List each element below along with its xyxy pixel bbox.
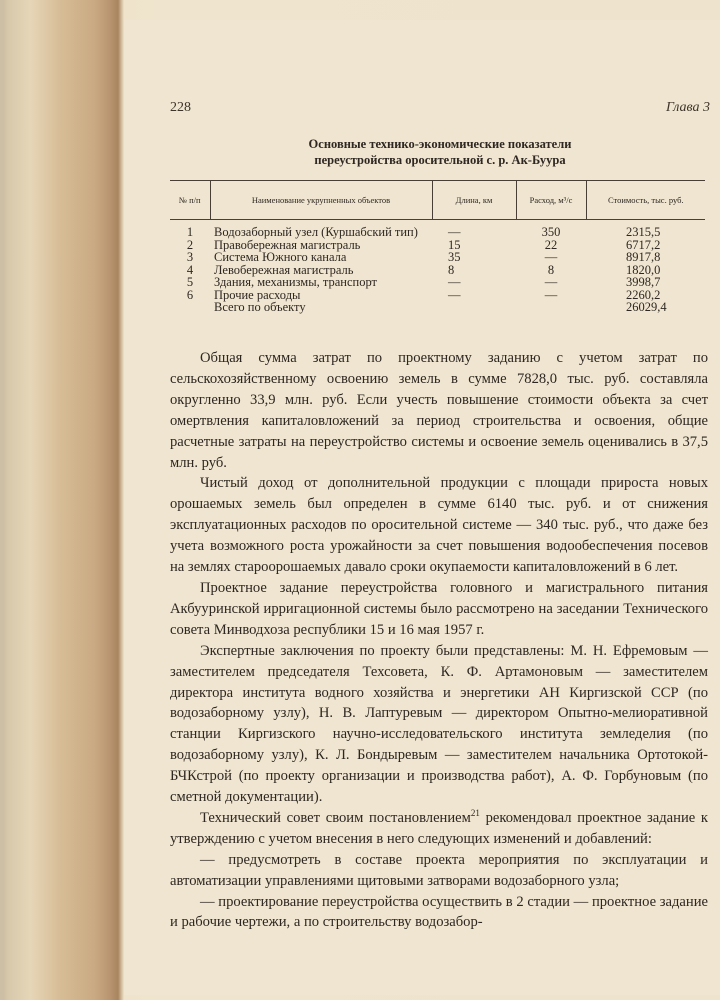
cell-cost: 2315,5 [626, 225, 661, 239]
cell-cost: 6717,2 [626, 237, 661, 252]
cell-cost: 3998,7 [626, 275, 661, 289]
cell-flow: 8 [547, 262, 555, 277]
cell-name: Прочие расходы [214, 287, 301, 302]
table-total-row [170, 301, 705, 314]
cell-name: Всего по объекту [214, 300, 306, 314]
cell-num [170, 301, 210, 314]
cell-num: 1 [186, 225, 194, 239]
cell-length: 15 [448, 237, 461, 252]
table-title-line-1: Основные технико-экономические показатели [308, 137, 572, 151]
body-text [170, 348, 708, 933]
header-num: № п/п [170, 181, 210, 220]
header-name: Наименование укрупненных объектов [210, 181, 432, 220]
cell-cost: 8917,8 [626, 250, 661, 264]
page-header [170, 100, 710, 120]
paragraph-6: — предусмотреть в составе проекта мероприятия по эксплуатации и автоматизации управлениями щитовыми затворами водозаборного узла; [170, 851, 708, 889]
cell-name: Система Южного канала [214, 250, 347, 264]
cell-length [432, 301, 516, 314]
indicators-table [170, 180, 705, 340]
table-row [170, 276, 705, 289]
cell-name: Водозаборный узел (Куршабский тип) [214, 225, 418, 239]
paragraph-1: Общая сумма затрат по проектному заданию с учетом затрат по сельскохозяйственному освоению земель в сумме 7828,0 тыс. руб. составляла округленно 33,9 млн. руб. Если учесть повышение стоимости объекта за счет омертвления капиталовложений за период строительства и освоения, общие расчетные затраты на переустройство системы и освоение земель оценивались в 37,5 млн. руб. [170, 350, 708, 471]
cell-cost: 2260,2 [626, 287, 661, 302]
cell-num: 6 [186, 287, 194, 302]
cell-length: 35 [448, 250, 461, 264]
cell-num: 3 [186, 250, 194, 264]
cell-length: — [448, 275, 461, 289]
paragraph-5-rest: рекомендовал проектное задание к утверждению с учетом внесения в него следующих изменений и добавлений: [170, 809, 709, 847]
cell-name: Левобережная магистраль [214, 262, 354, 277]
table-row [170, 251, 705, 264]
header-length: Длина, км [432, 181, 516, 220]
cell-num: 2 [186, 237, 194, 252]
paragraph-4: Экспертные заключения по проекту были представлены: М. Н. Ефремовым — заместителем председателя Техсовета, К. Ф. Артамоновым — заместителем директора института водного хозяйства и энергетики АН Киргизской ССР (по водозаборному узлу), Н. В. Лаптуревым — директором Опытно-мелиоративной станции Киргизского научно-исследовательского института земледелия (по водозаборному узлу), К. Л. Бондыревым — заместителем начальника Ортотокой-БЧКстрой (по проекту организации и производства работ), А. Ф. Горбуновым (по сметной документации). [170, 642, 708, 806]
cell-flow: — [544, 250, 558, 264]
cell-flow: 22 [544, 237, 558, 252]
table-title [270, 136, 610, 168]
table-title-line-2: переустройства оросительной с. р. Ак-Буура [314, 153, 566, 167]
paragraph-2: Чистый доход от дополнительной продукции с площади прироста новых орошаемых земель был определен в сумме 6140 тыс. руб. и от снижения эксплуатационных расходов по оросительной системе — 340 тыс. руб., что даже без учета возможного роста урожайности за счет повышения водообеспечения посевов на землях староорошаемых давало сроки окупаемости капиталовложений в 6 лет. [170, 475, 708, 576]
cell-cost: 26029,4 [626, 300, 667, 314]
paragraph-3: Проектное задание переустройства головного и магистрального питания Акбууринской ирригационной системы было рассмотрено на заседании Технического совета Минводхоза республики 15 и 16 мая 1957 г. [170, 579, 708, 638]
cell-name: Правобережная магистраль [214, 237, 361, 252]
footnote-ref: 21 [470, 808, 480, 819]
left-edge [0, 0, 4, 1000]
table-row [170, 220, 705, 239]
cell-name: Здания, механизмы, транспорт [214, 275, 378, 289]
cell-length: — [448, 287, 461, 302]
cell-num: 5 [186, 275, 194, 289]
table-header-row [170, 181, 705, 220]
cell-length: — [448, 225, 461, 239]
header-flow: Расход, м³/с [516, 181, 586, 220]
cell-flow [516, 301, 586, 314]
paragraph-5 [170, 808, 708, 850]
header-cost: Стоимость, тыс. руб. [586, 181, 705, 220]
cell-flow: — [544, 287, 558, 302]
cell-flow: — [544, 275, 558, 289]
cell-flow: 350 [541, 225, 561, 239]
cell-num: 4 [186, 262, 194, 277]
cell-length: 8 [448, 262, 455, 277]
paragraph-5-text: Технический совет своим постановлением [200, 809, 471, 826]
paragraph-7: — проектирование переустройства осуществить в 2 стадии — проектное задание и рабочие чертежи, а по строительству водозабор- [170, 893, 708, 931]
chapter-label: Глава 3 [666, 100, 710, 115]
page-number: 228 [170, 100, 191, 115]
cell-cost: 1820,0 [626, 262, 661, 277]
